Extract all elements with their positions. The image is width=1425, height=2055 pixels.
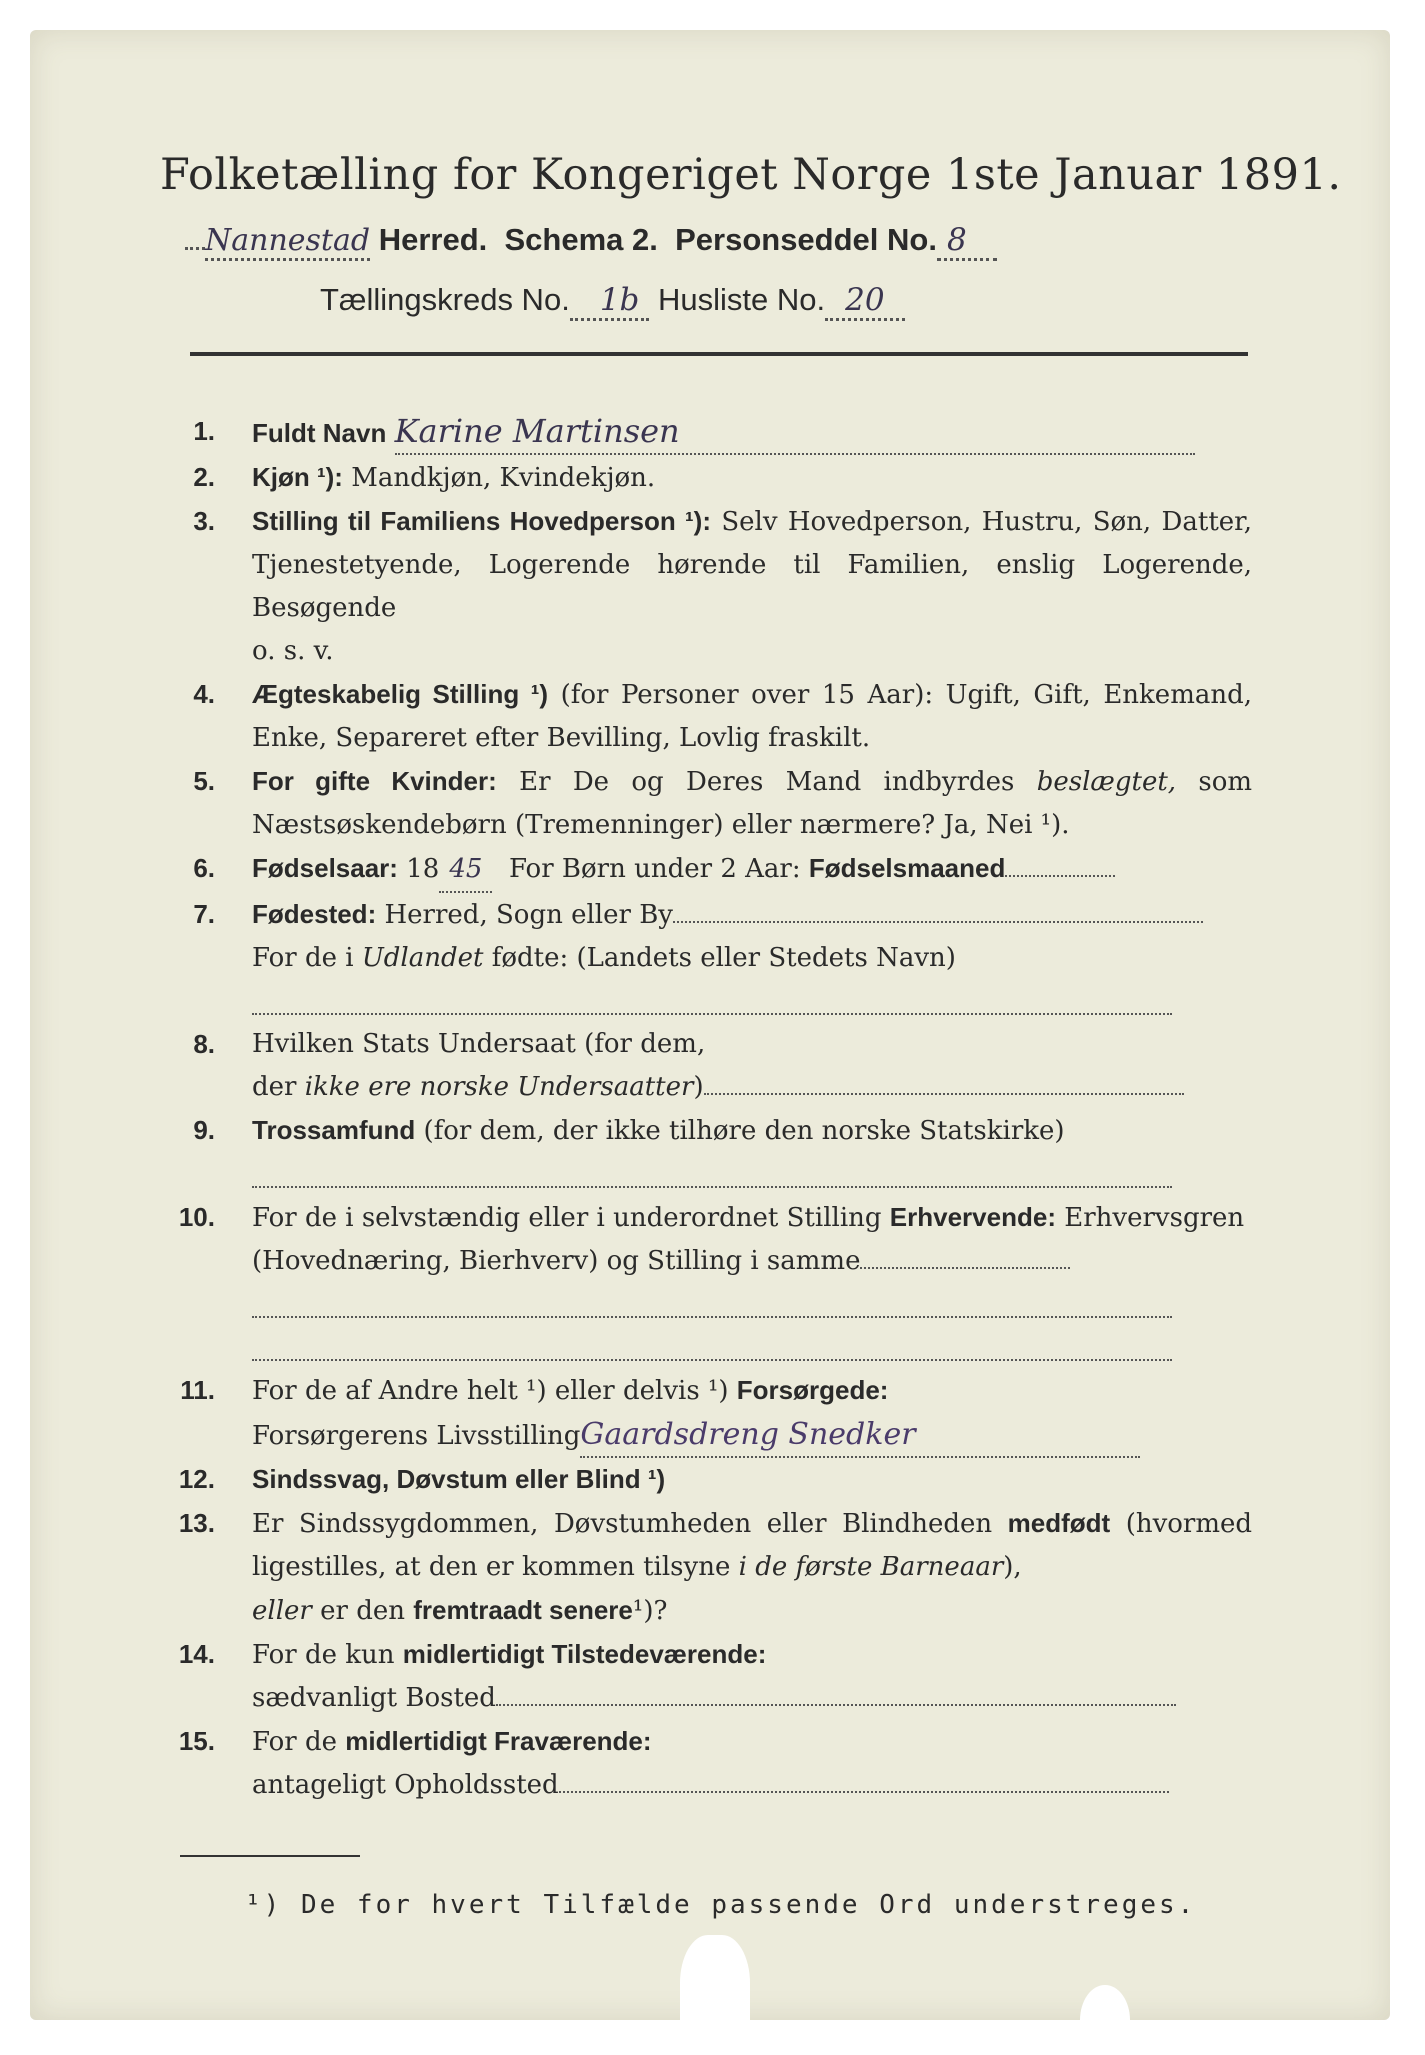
nationality-line2-italic: ikke ere norske Undersaatter (304, 1072, 694, 1102)
birth-month-text: For Børn under 2 Aar: (508, 854, 801, 884)
blank-line (252, 1153, 1252, 1196)
probable-residence-field (559, 1791, 1169, 1793)
full-name-label: Fuldt Navn (252, 418, 387, 448)
item-number: 10. (178, 1202, 215, 1232)
congenital-text-c: ), (1003, 1552, 1022, 1582)
item-number: 7. (193, 899, 215, 929)
provider-label: Forsørgerens Livsstilling (252, 1421, 581, 1451)
item-number: 4. (193, 679, 215, 709)
kreds-label: Tællingskreds No. (320, 282, 570, 317)
item-1 (160, 410, 1260, 456)
personseddel-value: 8 (937, 222, 997, 261)
item-number: 14. (178, 1639, 215, 1669)
temp-absent-label: midlertidigt Fraværende: (345, 1726, 652, 1756)
item-4 (160, 673, 1260, 760)
later-text: er den (320, 1596, 405, 1626)
kreds-value: 1b (570, 282, 650, 321)
nationality-text: (for dem, (584, 1029, 706, 1059)
item-number: 12. (178, 1464, 215, 1494)
item-6 (160, 847, 1260, 893)
footnote-rule (180, 1855, 360, 1857)
birth-year-label: Fødselsaar: (252, 853, 398, 883)
header-line-herred (185, 222, 1245, 262)
usual-residence-label: sædvanligt Bosted (252, 1683, 496, 1713)
birthplace-label: Fødested: (252, 899, 377, 929)
family-position-label: Stilling til Familiens Hovedperson ¹): (252, 506, 711, 536)
sex-options: Mandkjøn, Kvindekjøn. (351, 463, 656, 493)
item-9 (160, 1109, 1260, 1196)
item-10 (160, 1196, 1260, 1369)
married-women-question-end: som Næstsøskendebørn (Tremenninger) eller nærmere? Ja, Nei ¹). (252, 767, 1253, 840)
paper-tear (680, 1935, 750, 2055)
form-title: Folketælling for Kongeriget Norge 1ste Januar 1891. (160, 150, 1342, 200)
birthplace-field (673, 921, 1203, 923)
birthplace-options: Herred, Sogn eller By (384, 900, 673, 930)
usual-residence-field (496, 1704, 1176, 1706)
occupation-text: For de i selvstændig eller i underordnet Stilling (252, 1203, 882, 1233)
occupation-text2: Erhvervsgren (Hovednæring, Bierhverv) og Stilling i samme (252, 1203, 1245, 1276)
item-number: 15. (178, 1726, 215, 1756)
married-women-question-italic: beslægtet, (1036, 767, 1177, 797)
occupation-field (860, 1267, 1070, 1269)
abroad-text: For de i (252, 943, 354, 973)
item-number: 9. (193, 1115, 215, 1145)
abroad-text-italic: Udlandet (361, 943, 484, 973)
sex-label: Kjøn ¹): (252, 462, 343, 492)
item-7 (160, 893, 1260, 1023)
item-3 (160, 500, 1260, 673)
item-5 (160, 760, 1260, 847)
item-number: 6. (193, 853, 215, 883)
birth-month-field (1005, 875, 1115, 877)
header-line-kreds (320, 282, 1160, 322)
item-11 (160, 1369, 1260, 1458)
item-number: 3. (193, 506, 215, 536)
item-number: 1. (193, 416, 215, 446)
birth-year-prefix: 18 (406, 854, 440, 884)
congenital-text-b: (hvormed ligestilles, at den er kommen tilsyne (252, 1509, 1253, 1582)
header-rule (190, 352, 1248, 356)
item-8: 8. Hvilken Stats Undersaat (for dem, der ikke ere norske Undersaatter) (160, 1023, 1260, 1109)
footnote: ¹) De for hvert Tilfælde passende Ord understreges. (245, 1890, 1197, 1920)
item-13 (160, 1502, 1260, 1633)
item-number: 8. (193, 1029, 215, 1059)
husliste-label: Husliste No. (658, 282, 826, 317)
item-number: 11. (180, 1375, 215, 1405)
item-number: 13. (178, 1508, 215, 1538)
supported-label: Forsørgede: (736, 1375, 889, 1405)
temp-present-text: For de kun (252, 1640, 395, 1670)
form-items (160, 410, 1260, 1807)
husliste-value: 20 (825, 282, 904, 321)
full-name-value: Karine Martinsen (395, 410, 1195, 455)
item-14 (160, 1633, 1260, 1720)
schema-label: Schema 2. (504, 222, 658, 257)
provider-value: Gaardsdreng Snedker (580, 1413, 1140, 1458)
marital-status-label: Ægteskabelig Stilling ¹) (252, 679, 549, 709)
blank-line (252, 1283, 1252, 1326)
birth-month-label: Fødselsmaaned (808, 853, 1006, 883)
item-15 (160, 1720, 1260, 1807)
nationality-field (704, 1093, 1184, 1095)
congenital-text-italic: i de første Barneaar (738, 1552, 1004, 1582)
herred-value: Nannestad (205, 223, 370, 261)
item-number: 5. (193, 766, 215, 796)
item-number: 2. (193, 462, 215, 492)
personseddel-label: Personseddel No. (675, 222, 937, 257)
congenital-label: medfødt (1007, 1508, 1111, 1538)
supported-text: For de af Andre helt ¹) eller delvis ¹) (252, 1376, 729, 1406)
birth-year-value: 45 (439, 848, 492, 893)
marital-status-options: (for Personer over 15 Aar): Ugift, Gift, Enkemand, Enke, Separeret efter Bevilling, Lovlig fraskilt. (252, 680, 1252, 753)
disability-label: Sindssvag, Døvstum eller Blind ¹) (252, 1464, 666, 1494)
blank-line (252, 980, 1252, 1023)
religion-label: Trossamfund (252, 1115, 416, 1145)
later-end: ¹)? (632, 1596, 668, 1626)
nationality-line2: der (252, 1072, 297, 1102)
married-women-label: For gifte Kvinder: (252, 766, 497, 796)
later-italic: eller (252, 1596, 312, 1626)
item-12 (160, 1458, 1260, 1502)
abroad-text-end: fødte: (Landets eller Stedets Navn) (491, 943, 956, 973)
later-label: fremtraadt senere (413, 1595, 633, 1625)
paper-tear (1080, 1985, 1130, 2055)
herred-label: Herred. (378, 222, 488, 257)
nationality-label: Hvilken Stats Undersaat (252, 1029, 576, 1059)
occupation-label: Erhvervende: (889, 1202, 1056, 1232)
family-position-etc: o. s. v. (252, 636, 334, 666)
probable-residence-label: antageligt Opholdssted (252, 1770, 559, 1800)
blank-line (252, 1326, 1252, 1369)
temp-absent-text: For de (252, 1727, 337, 1757)
family-position-options: Selv Hovedperson, Hustru, Søn, Datter, Tjenestetyende, Logerende hørende til Familien, enslig Logerende, Besøgende (252, 507, 1252, 623)
congenital-text: Er Sindssygdommen, Døvstumheden eller Blindheden (252, 1509, 993, 1539)
item-2 (160, 456, 1260, 500)
temp-present-label: midlertidigt Tilstedeværende: (402, 1639, 767, 1669)
married-women-question: Er De og Deres Mand indbyrdes (519, 767, 1015, 797)
religion-text: (for dem, der ikke tilhøre den norske Statskirke) (423, 1116, 1065, 1146)
